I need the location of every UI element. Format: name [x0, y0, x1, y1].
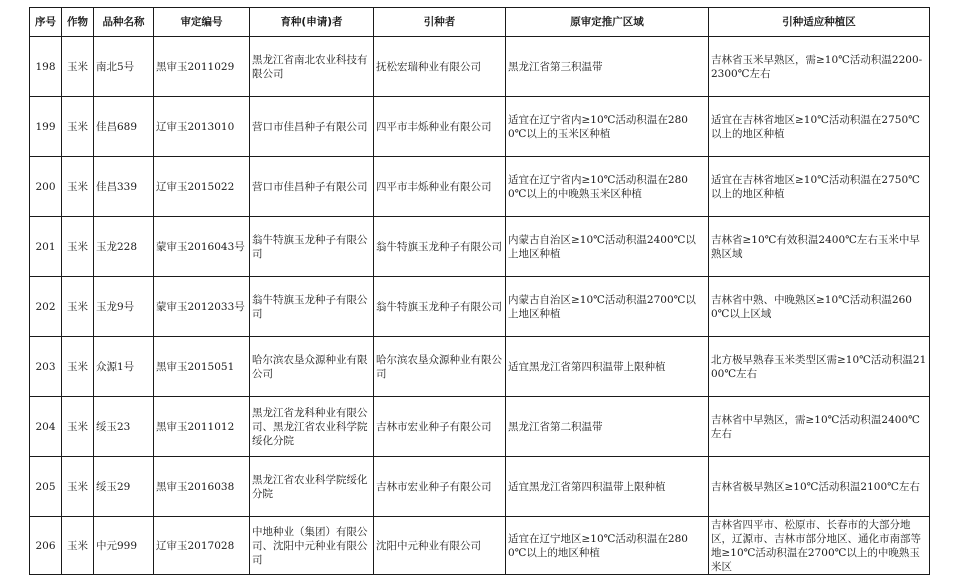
cell-variety: 中元999 [94, 517, 154, 575]
variety-table [29, 7, 930, 575]
cell-code: 黑审玉2011029 [154, 37, 250, 97]
cell-num: 201 [30, 217, 62, 277]
cell-crop: 玉米 [62, 517, 94, 575]
cell-crop: 玉米 [62, 277, 94, 337]
cell-introducer: 翁牛特旗玉龙种子有限公司 [374, 217, 506, 277]
cell-introducer: 哈尔滨农垦众源种业有限公司 [374, 337, 506, 397]
cell-code: 黑审玉2015051 [154, 337, 250, 397]
cell-crop: 玉米 [62, 157, 94, 217]
cell-breeder: 中地种业（集团）有限公司、沈阳中元种业有限公司 [250, 517, 374, 575]
cell-origin-region: 适宜黑龙江省第四积温带上限种植 [506, 337, 709, 397]
cell-variety: 南北5号 [94, 37, 154, 97]
cell-code: 辽审玉2015022 [154, 157, 250, 217]
header-row [30, 8, 930, 37]
cell-code: 辽审玉2017028 [154, 517, 250, 575]
cell-code: 蒙审玉2012033号 [154, 277, 250, 337]
header-breeder: 育种(申请)者 [250, 8, 374, 37]
cell-crop: 玉米 [62, 457, 94, 517]
cell-origin-region: 适宜黑龙江省第四积温带上限种植 [506, 457, 709, 517]
cell-crop: 玉米 [62, 97, 94, 157]
cell-variety: 佳昌689 [94, 97, 154, 157]
cell-num: 204 [30, 397, 62, 457]
cell-breeder: 黑龙江省南北农业科技有限公司 [250, 37, 374, 97]
cell-code: 黑审玉2016038 [154, 457, 250, 517]
cell-variety: 玉龙228 [94, 217, 154, 277]
cell-num: 200 [30, 157, 62, 217]
cell-code: 黑审玉2011012 [154, 397, 250, 457]
cell-target-region: 吉林省中早熟区，需≥10℃活动积温2400℃左右 [709, 397, 930, 457]
cell-introducer: 吉林市宏业种子有限公司 [374, 397, 506, 457]
table-row [30, 277, 930, 337]
cell-num: 206 [30, 517, 62, 575]
cell-target-region: 吉林省中熟、中晚熟区≥10℃活动积温2600℃以上区域 [709, 277, 930, 337]
cell-origin-region: 黑龙江省第二积温带 [506, 397, 709, 457]
cell-target-region: 适宜在吉林省地区≥10℃活动积温在2750℃以上的地区种植 [709, 157, 930, 217]
cell-variety: 佳昌339 [94, 157, 154, 217]
cell-introducer: 四平市丰烁种业有限公司 [374, 157, 506, 217]
cell-crop: 玉米 [62, 337, 94, 397]
cell-origin-region: 适宜在辽宁地区≥10℃活动积温在2800℃以上的地区种植 [506, 517, 709, 575]
cell-origin-region: 内蒙古自治区≥10℃活动积温2400℃以上地区种植 [506, 217, 709, 277]
cell-num: 203 [30, 337, 62, 397]
cell-breeder: 营口市佳昌种子有限公司 [250, 157, 374, 217]
cell-target-region: 北方极早熟春玉米类型区需≥10℃活动积温2100℃左右 [709, 337, 930, 397]
cell-target-region: 吉林省四平市、松原市、长春市的大部分地区，辽源市、吉林市部分地区、通化市南部等地≥10℃活动积温在2700℃以上的中晚熟玉米区 [709, 517, 930, 575]
table-row [30, 397, 930, 457]
cell-origin-region: 黑龙江省第三积温带 [506, 37, 709, 97]
cell-num: 198 [30, 37, 62, 97]
cell-introducer: 翁牛特旗玉龙种子有限公司 [374, 277, 506, 337]
table-row [30, 37, 930, 97]
table-row [30, 97, 930, 157]
cell-breeder: 黑龙江省龙科种业有限公司、黑龙江省农业科学院绥化分院 [250, 397, 374, 457]
cell-target-region: 吉林省极早熟区≥10℃活动积温2100℃左右 [709, 457, 930, 517]
table-row [30, 157, 930, 217]
cell-code: 辽审玉2013010 [154, 97, 250, 157]
cell-target-region: 吉林省≥10℃有效积温2400℃左右玉米中早熟区域 [709, 217, 930, 277]
table-row [30, 217, 930, 277]
cell-breeder: 黑龙江省农业科学院绥化分院 [250, 457, 374, 517]
cell-origin-region: 适宜在辽宁省内≥10℃活动积温在2800℃以上的中晚熟玉米区种植 [506, 157, 709, 217]
cell-variety: 玉龙9号 [94, 277, 154, 337]
cell-num: 202 [30, 277, 62, 337]
table-row [30, 337, 930, 397]
cell-code: 蒙审玉2016043号 [154, 217, 250, 277]
cell-breeder: 翁牛特旗玉龙种子有限公司 [250, 217, 374, 277]
cell-origin-region: 内蒙古自治区≥10℃活动积温2700℃以上地区种植 [506, 277, 709, 337]
cell-introducer: 沈阳中元种业有限公司 [374, 517, 506, 575]
header-introducer: 引种者 [374, 8, 506, 37]
cell-breeder: 营口市佳昌种子有限公司 [250, 97, 374, 157]
header-target-region: 引种适应种植区 [709, 8, 930, 37]
cell-variety: 绥玉29 [94, 457, 154, 517]
cell-num: 199 [30, 97, 62, 157]
header-num: 序号 [30, 8, 62, 37]
cell-breeder: 哈尔滨农垦众源种业有限公司 [250, 337, 374, 397]
cell-introducer: 抚松宏瑞种业有限公司 [374, 37, 506, 97]
cell-variety: 众源1号 [94, 337, 154, 397]
cell-target-region: 适宜在吉林省地区≥10℃活动积温在2750℃以上的地区种植 [709, 97, 930, 157]
cell-crop: 玉米 [62, 397, 94, 457]
cell-num: 205 [30, 457, 62, 517]
table-row [30, 457, 930, 517]
cell-breeder: 翁牛特旗玉龙种子有限公司 [250, 277, 374, 337]
cell-introducer: 吉林市宏业种子有限公司 [374, 457, 506, 517]
header-code: 审定编号 [154, 8, 250, 37]
header-crop: 作物 [62, 8, 94, 37]
header-variety: 品种名称 [94, 8, 154, 37]
table-row [30, 517, 930, 575]
cell-target-region: 吉林省玉米早熟区，需≥10℃活动积温2200-2300℃左右 [709, 37, 930, 97]
cell-origin-region: 适宜在辽宁省内≥10℃活动积温在2800℃以上的玉米区种植 [506, 97, 709, 157]
cell-crop: 玉米 [62, 37, 94, 97]
cell-variety: 绥玉23 [94, 397, 154, 457]
cell-introducer: 四平市丰烁种业有限公司 [374, 97, 506, 157]
cell-crop: 玉米 [62, 217, 94, 277]
header-origin-region: 原审定推广区域 [506, 8, 709, 37]
